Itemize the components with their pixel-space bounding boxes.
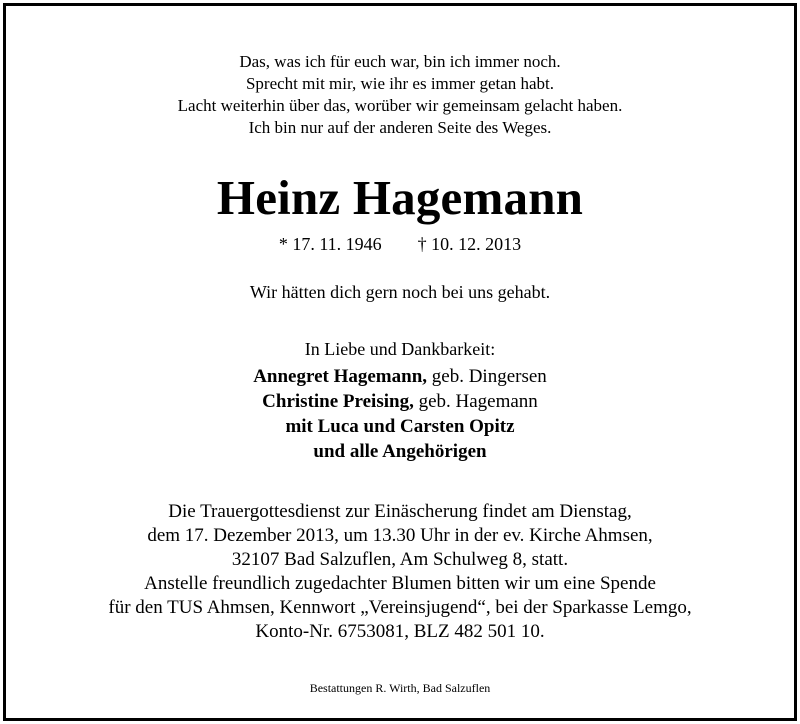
undertaker-credit: Bestattungen R. Wirth, Bad Salzuflen — [309, 681, 491, 695]
family-member-2 — [6, 389, 794, 414]
service-line: Anstelle freundlich zugedachter Blumen bitten wir um eine Spende — [144, 573, 656, 594]
family-member-3 — [6, 414, 794, 439]
service-info — [6, 500, 794, 644]
love-line: In Liebe und Dankbarkeit: — [304, 339, 496, 359]
deceased-name: Heinz Hagemann — [216, 170, 584, 225]
family-member-1-name: Annegret Hagemann, — [253, 366, 428, 387]
service-line: dem 17. Dezember 2013, um 13.30 Uhr in der ev. Kirche Ahmsen, — [147, 525, 653, 546]
service-line: 32107 Bad Salzuflen, Am Schulweg 8, statt. — [231, 549, 569, 570]
family-member-1-maiden: geb. Dingersen — [427, 366, 547, 387]
family-member-1 — [6, 364, 794, 389]
poem-line: Das, was ich für euch war, bin ich immer noch. — [239, 52, 561, 71]
service-line: Konto-Nr. 6753081, BLZ 482 501 10. — [255, 621, 545, 642]
family-member-4-name: und alle Angehörigen — [313, 441, 487, 462]
wish-line: Wir hätten dich gern noch bei uns gehabt. — [249, 282, 551, 302]
service-line: für den TUS Ahmsen, Kennwort „Vereinsjugend“, bei der Sparkasse Lemgo, — [108, 597, 692, 618]
poem-line: Ich bin nur auf der anderen Seite des Weges. — [248, 118, 552, 137]
poem-line: Lacht weiterhin über das, worüber wir gemeinsam gelacht haben. — [177, 96, 623, 115]
family-member-4 — [6, 439, 794, 464]
obituary-frame — [3, 3, 797, 721]
life-dates — [6, 232, 794, 256]
birth-date: * 17. 11. 1946 — [278, 234, 382, 254]
poem — [6, 51, 794, 139]
death-date: † 10. 12. 2013 — [417, 234, 522, 254]
family-list — [6, 364, 794, 464]
family-member-2-name: Christine Preising, — [262, 391, 414, 412]
family-member-3-name: mit Luca und Carsten Opitz — [285, 416, 515, 437]
service-line: Die Trauergottesdienst zur Einäscherung findet am Dienstag, — [168, 501, 632, 522]
poem-line: Sprecht mit mir, wie ihr es immer getan habt. — [245, 74, 555, 93]
family-member-2-maiden: geb. Hagemann — [413, 391, 538, 412]
